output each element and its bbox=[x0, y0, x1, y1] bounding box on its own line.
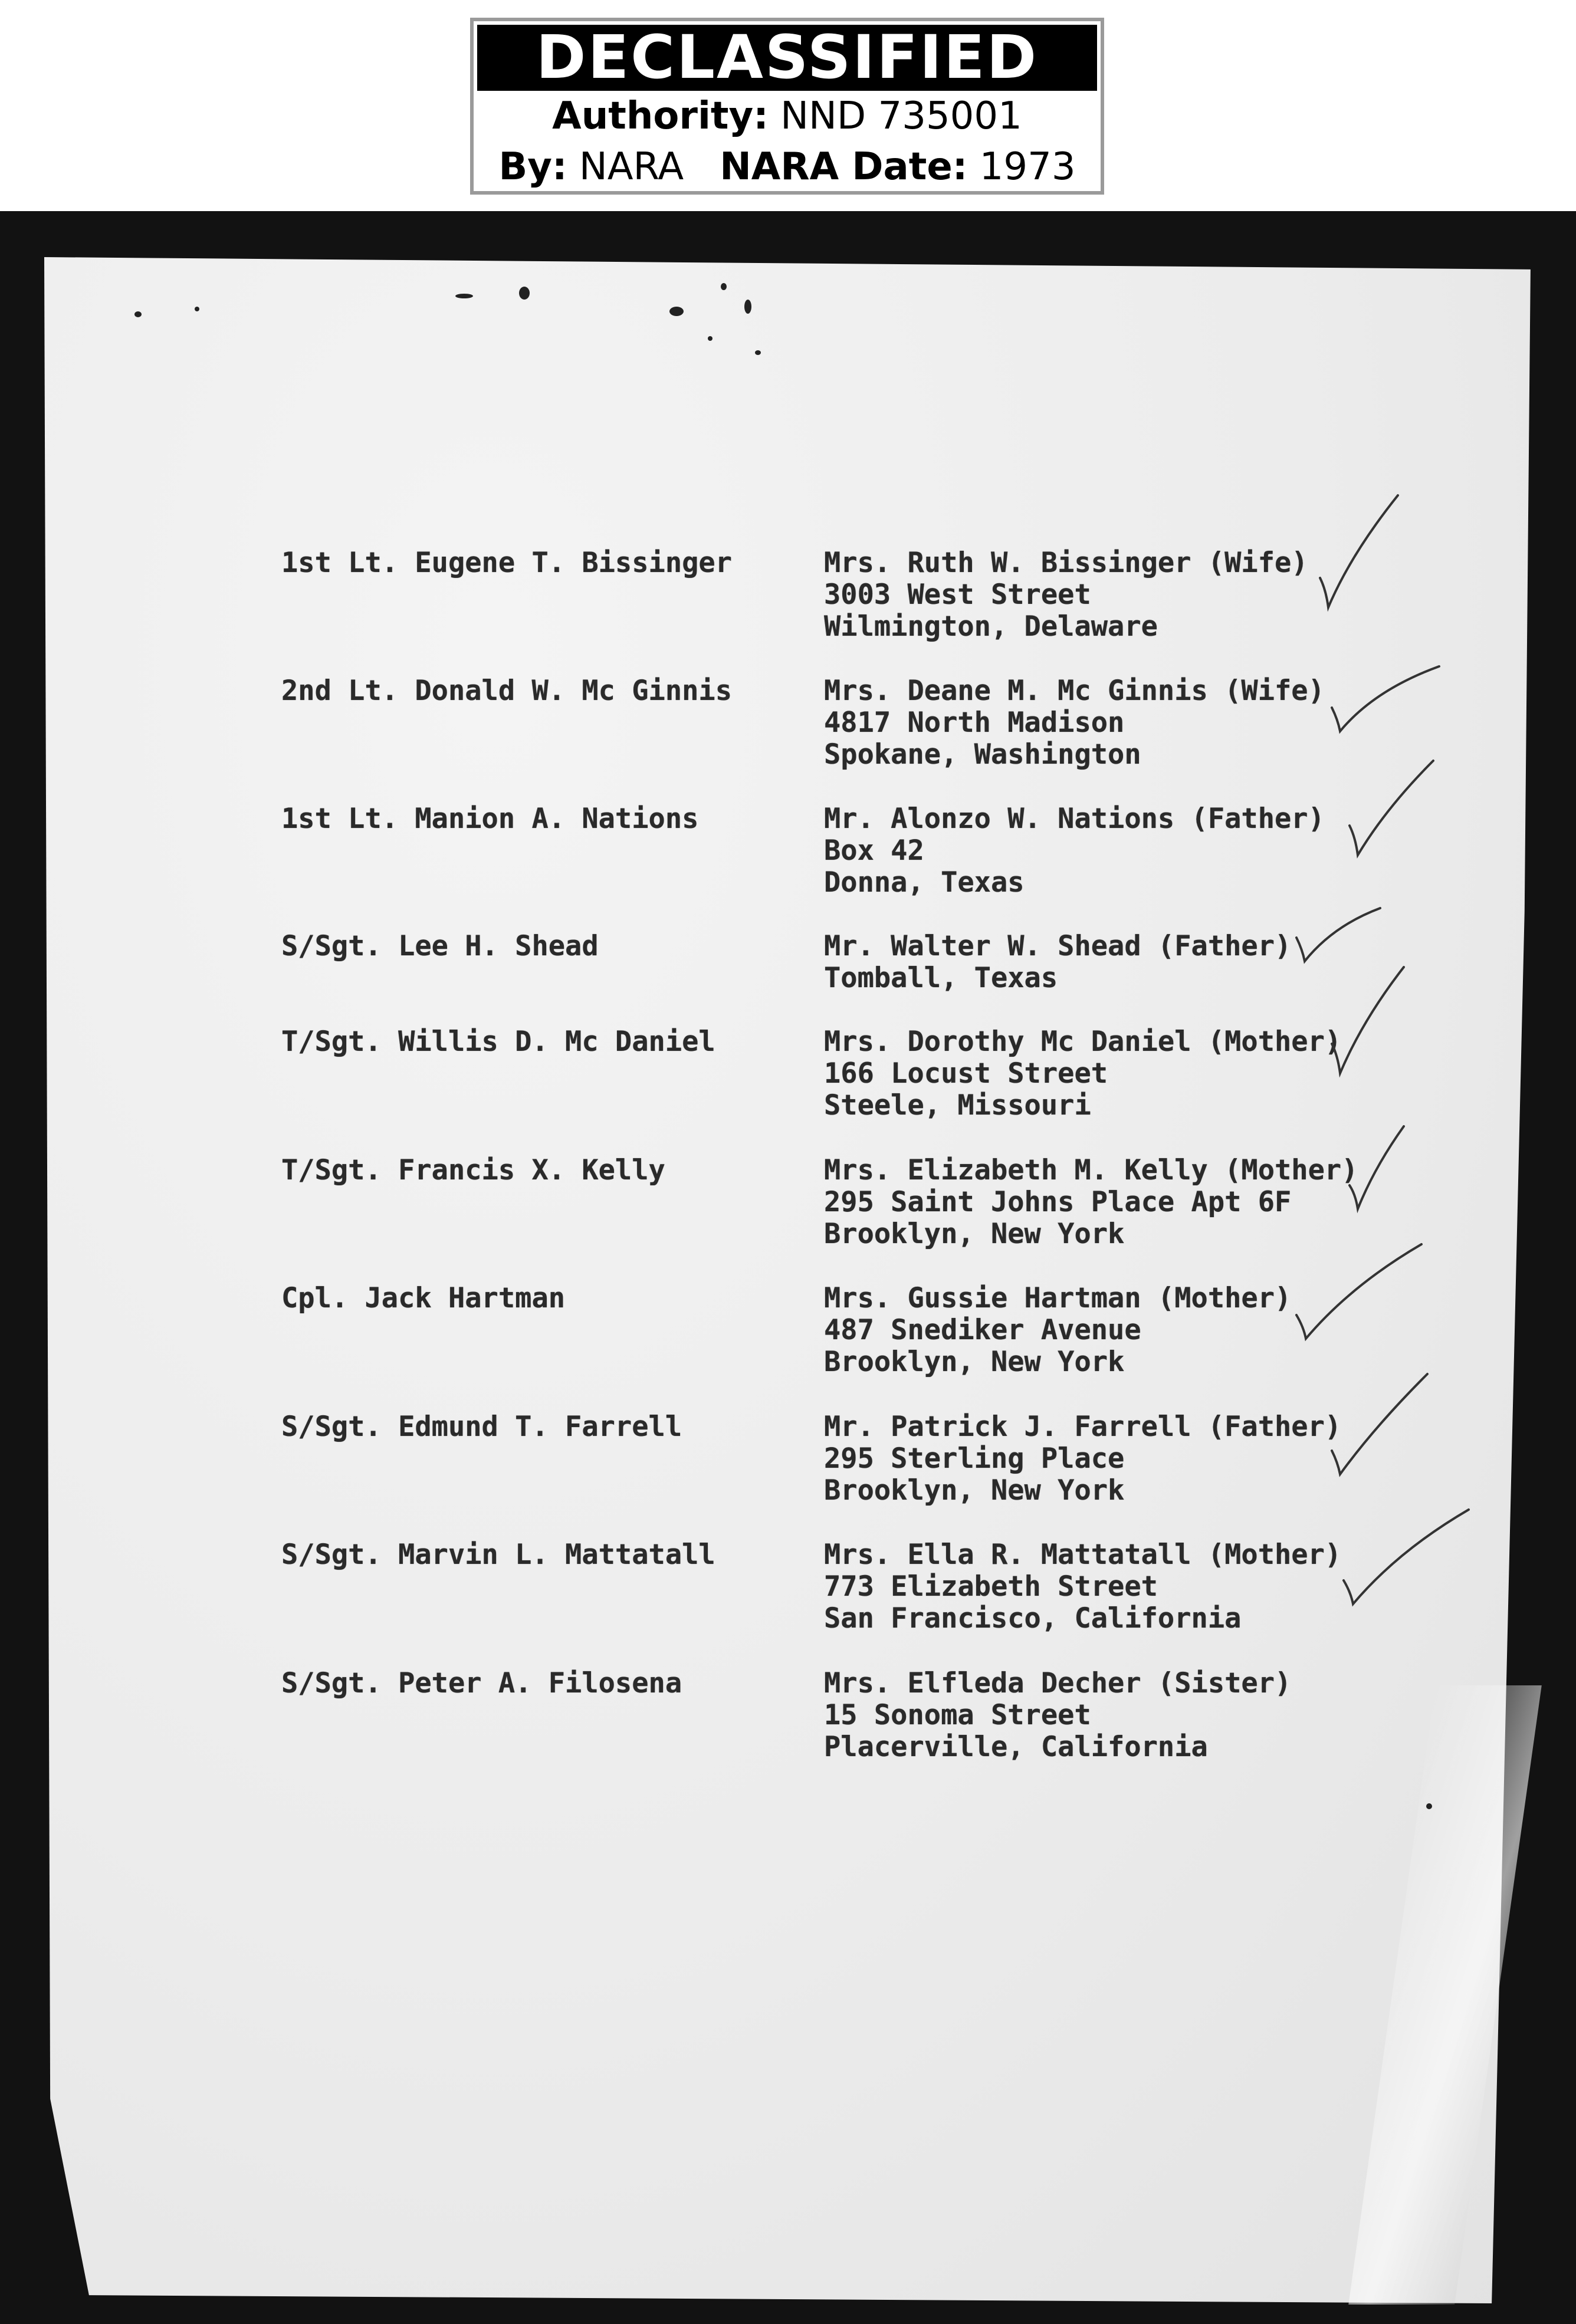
check-mark-icon bbox=[1292, 1238, 1427, 1345]
next-of-kin-address bbox=[824, 1411, 1341, 1507]
address-line: Box 42 bbox=[824, 834, 924, 867]
address-line: 487 Snediker Avenue bbox=[824, 1314, 1141, 1346]
stamp-title: DECLASSIFIED bbox=[477, 25, 1097, 91]
scan-speck bbox=[744, 300, 751, 314]
scan-speck bbox=[669, 307, 684, 316]
address-line: Mrs. Ella R. Mattatall (Mother) bbox=[824, 1539, 1342, 1571]
next-of-kin-address bbox=[824, 675, 1325, 771]
next-of-kin-address bbox=[824, 1026, 1341, 1122]
address-line: Mrs. Dorothy Mc Daniel (Mother) bbox=[824, 1025, 1342, 1058]
stamp-by-value: NARA bbox=[579, 145, 684, 189]
stamp-authority-line bbox=[474, 91, 1101, 142]
address-line: Mrs. Ruth W. Bissinger (Wife) bbox=[824, 547, 1308, 579]
address-line: Tomball, Texas bbox=[824, 962, 1058, 994]
address-line: Mr. Walter W. Shead (Father) bbox=[824, 930, 1292, 962]
scan-speck bbox=[519, 287, 530, 300]
serviceman-name: S/Sgt. Edmund T. Farrell bbox=[281, 1411, 682, 1443]
scan-speck bbox=[195, 307, 199, 311]
serviceman-name: 1st Lt. Eugene T. Bissinger bbox=[281, 547, 733, 579]
stamp-date-label: NARA Date: bbox=[720, 145, 968, 189]
next-of-kin-address bbox=[824, 547, 1308, 643]
address-line: 4817 North Madison bbox=[824, 706, 1125, 739]
address-line: 295 Saint Johns Place Apt 6F bbox=[824, 1186, 1292, 1218]
check-mark-icon bbox=[1339, 1504, 1475, 1610]
serviceman-name: 2nd Lt. Donald W. Mc Ginnis bbox=[281, 675, 733, 707]
stamp-date-value: 1973 bbox=[979, 145, 1076, 189]
address-line: 295 Sterling Place bbox=[824, 1442, 1125, 1475]
stamp-by-line bbox=[474, 142, 1101, 192]
check-mark-icon bbox=[1327, 961, 1410, 1079]
address-line: Placerville, California bbox=[824, 1731, 1208, 1763]
next-of-kin-address bbox=[824, 1155, 1358, 1250]
address-line: Brooklyn, New York bbox=[824, 1474, 1125, 1507]
address-line: Mrs. Elfleda Decher (Sister) bbox=[824, 1667, 1292, 1700]
serviceman-name: S/Sgt. Lee H. Shead bbox=[281, 930, 599, 962]
address-line: Mr. Alonzo W. Nations (Father) bbox=[824, 803, 1325, 835]
address-line: 15 Sonoma Street bbox=[824, 1699, 1091, 1731]
address-line: San Francisco, California bbox=[824, 1602, 1242, 1635]
address-line: Brooklyn, New York bbox=[824, 1346, 1125, 1378]
serviceman-name: 1st Lt. Manion A. Nations bbox=[281, 803, 699, 835]
serviceman-name: T/Sgt. Francis X. Kelly bbox=[281, 1154, 665, 1186]
check-mark-icon bbox=[1327, 1368, 1433, 1480]
check-mark-icon bbox=[1292, 902, 1386, 967]
address-line: 166 Locust Street bbox=[824, 1057, 1108, 1090]
serviceman-name: S/Sgt. Marvin L. Mattatall bbox=[281, 1539, 715, 1571]
check-mark-icon bbox=[1315, 489, 1404, 613]
scan-speck bbox=[1426, 1803, 1432, 1809]
serviceman-name: Cpl. Jack Hartman bbox=[281, 1282, 566, 1314]
address-line: Mrs. Deane M. Mc Ginnis (Wife) bbox=[824, 675, 1325, 707]
scan-speck bbox=[134, 311, 142, 317]
check-mark-icon bbox=[1327, 660, 1445, 737]
check-mark-icon bbox=[1345, 755, 1439, 861]
address-line: Spokane, Washington bbox=[824, 738, 1141, 771]
next-of-kin-address bbox=[824, 1668, 1291, 1763]
scan-speck bbox=[708, 336, 713, 341]
next-of-kin-address bbox=[824, 1539, 1341, 1635]
address-line: Steele, Missouri bbox=[824, 1089, 1091, 1122]
declassified-stamp bbox=[470, 18, 1104, 195]
serviceman-name: S/Sgt. Peter A. Filosena bbox=[281, 1667, 682, 1700]
address-line: Donna, Texas bbox=[824, 866, 1025, 899]
address-line: 773 Elizabeth Street bbox=[824, 1570, 1158, 1603]
scan-speck bbox=[755, 350, 761, 355]
scan-speck bbox=[721, 283, 727, 290]
address-line: Mrs. Elizabeth M. Kelly (Mother) bbox=[824, 1154, 1358, 1186]
stamp-authority-label: Authority: bbox=[552, 94, 769, 138]
address-line: 3003 West Street bbox=[824, 578, 1091, 611]
stamp-authority-value: NND 735001 bbox=[780, 94, 1022, 138]
check-mark-icon bbox=[1345, 1120, 1410, 1215]
address-line: Wilmington, Delaware bbox=[824, 610, 1158, 643]
serviceman-name: T/Sgt. Willis D. Mc Daniel bbox=[281, 1025, 715, 1058]
address-line: Mrs. Gussie Hartman (Mother) bbox=[824, 1282, 1292, 1314]
next-of-kin-address bbox=[824, 803, 1325, 899]
address-line: Brooklyn, New York bbox=[824, 1218, 1125, 1250]
next-of-kin-address bbox=[824, 931, 1291, 994]
next-of-kin-address bbox=[824, 1283, 1291, 1378]
scan-speck bbox=[455, 294, 473, 298]
stamp-by-label: By: bbox=[498, 145, 567, 189]
address-line: Mr. Patrick J. Farrell (Father) bbox=[824, 1411, 1342, 1443]
